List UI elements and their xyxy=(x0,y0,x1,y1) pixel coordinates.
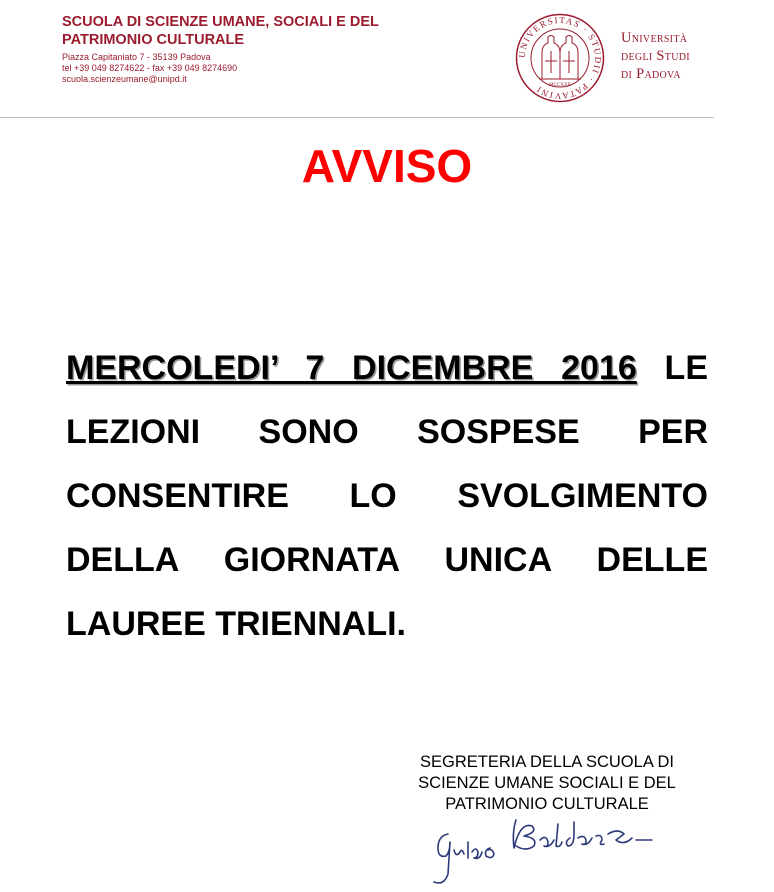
secretariat-label: SEGRETERIA DELLA SCUOLA DI SCIENZE UMANE SOCIALI E DEL PATRIMONIO CULTURALE xyxy=(418,753,676,813)
university-seal-icon xyxy=(515,13,605,103)
university-name-line3: di Padova xyxy=(621,66,681,82)
university-name-line2: degli Studi xyxy=(621,48,690,64)
school-address: Piazza Capitaniato 7 - 35139 Padova xyxy=(62,52,211,62)
school-email: scuola.scienzeumane@unipd.it xyxy=(62,74,187,84)
school-name: SCUOLA DI SCIENZE UMANE, SOCIALI E DEL PATRIMONIO CULTURALE xyxy=(62,14,379,48)
letterhead xyxy=(0,0,774,118)
notice-body xyxy=(66,336,708,656)
seal-year: MCCXXII xyxy=(549,83,571,88)
university-name-line1: Università xyxy=(621,30,688,46)
notice-message: LE LEZIONI SONO SOSPESE PER CONSENTIRE LO SVOLGIMENTO DELLA GIORNATA UNICA DELLE LAUREE TRIENNALI. xyxy=(66,349,708,643)
seal-ring-text: UNIVERSITAS · STUDII · PATAVINI xyxy=(516,14,604,102)
university-name xyxy=(621,29,690,83)
school-contact-info xyxy=(62,52,237,85)
signature-image xyxy=(420,812,670,888)
notice-title: AVVISO xyxy=(301,140,473,192)
school-phone-fax: tel +39 049 8274622 - fax +39 049 8274690 xyxy=(62,63,238,73)
notice-date: MERCOLEDI’ 7 DICEMBRE 2016 xyxy=(66,349,637,387)
header-divider xyxy=(0,117,714,118)
